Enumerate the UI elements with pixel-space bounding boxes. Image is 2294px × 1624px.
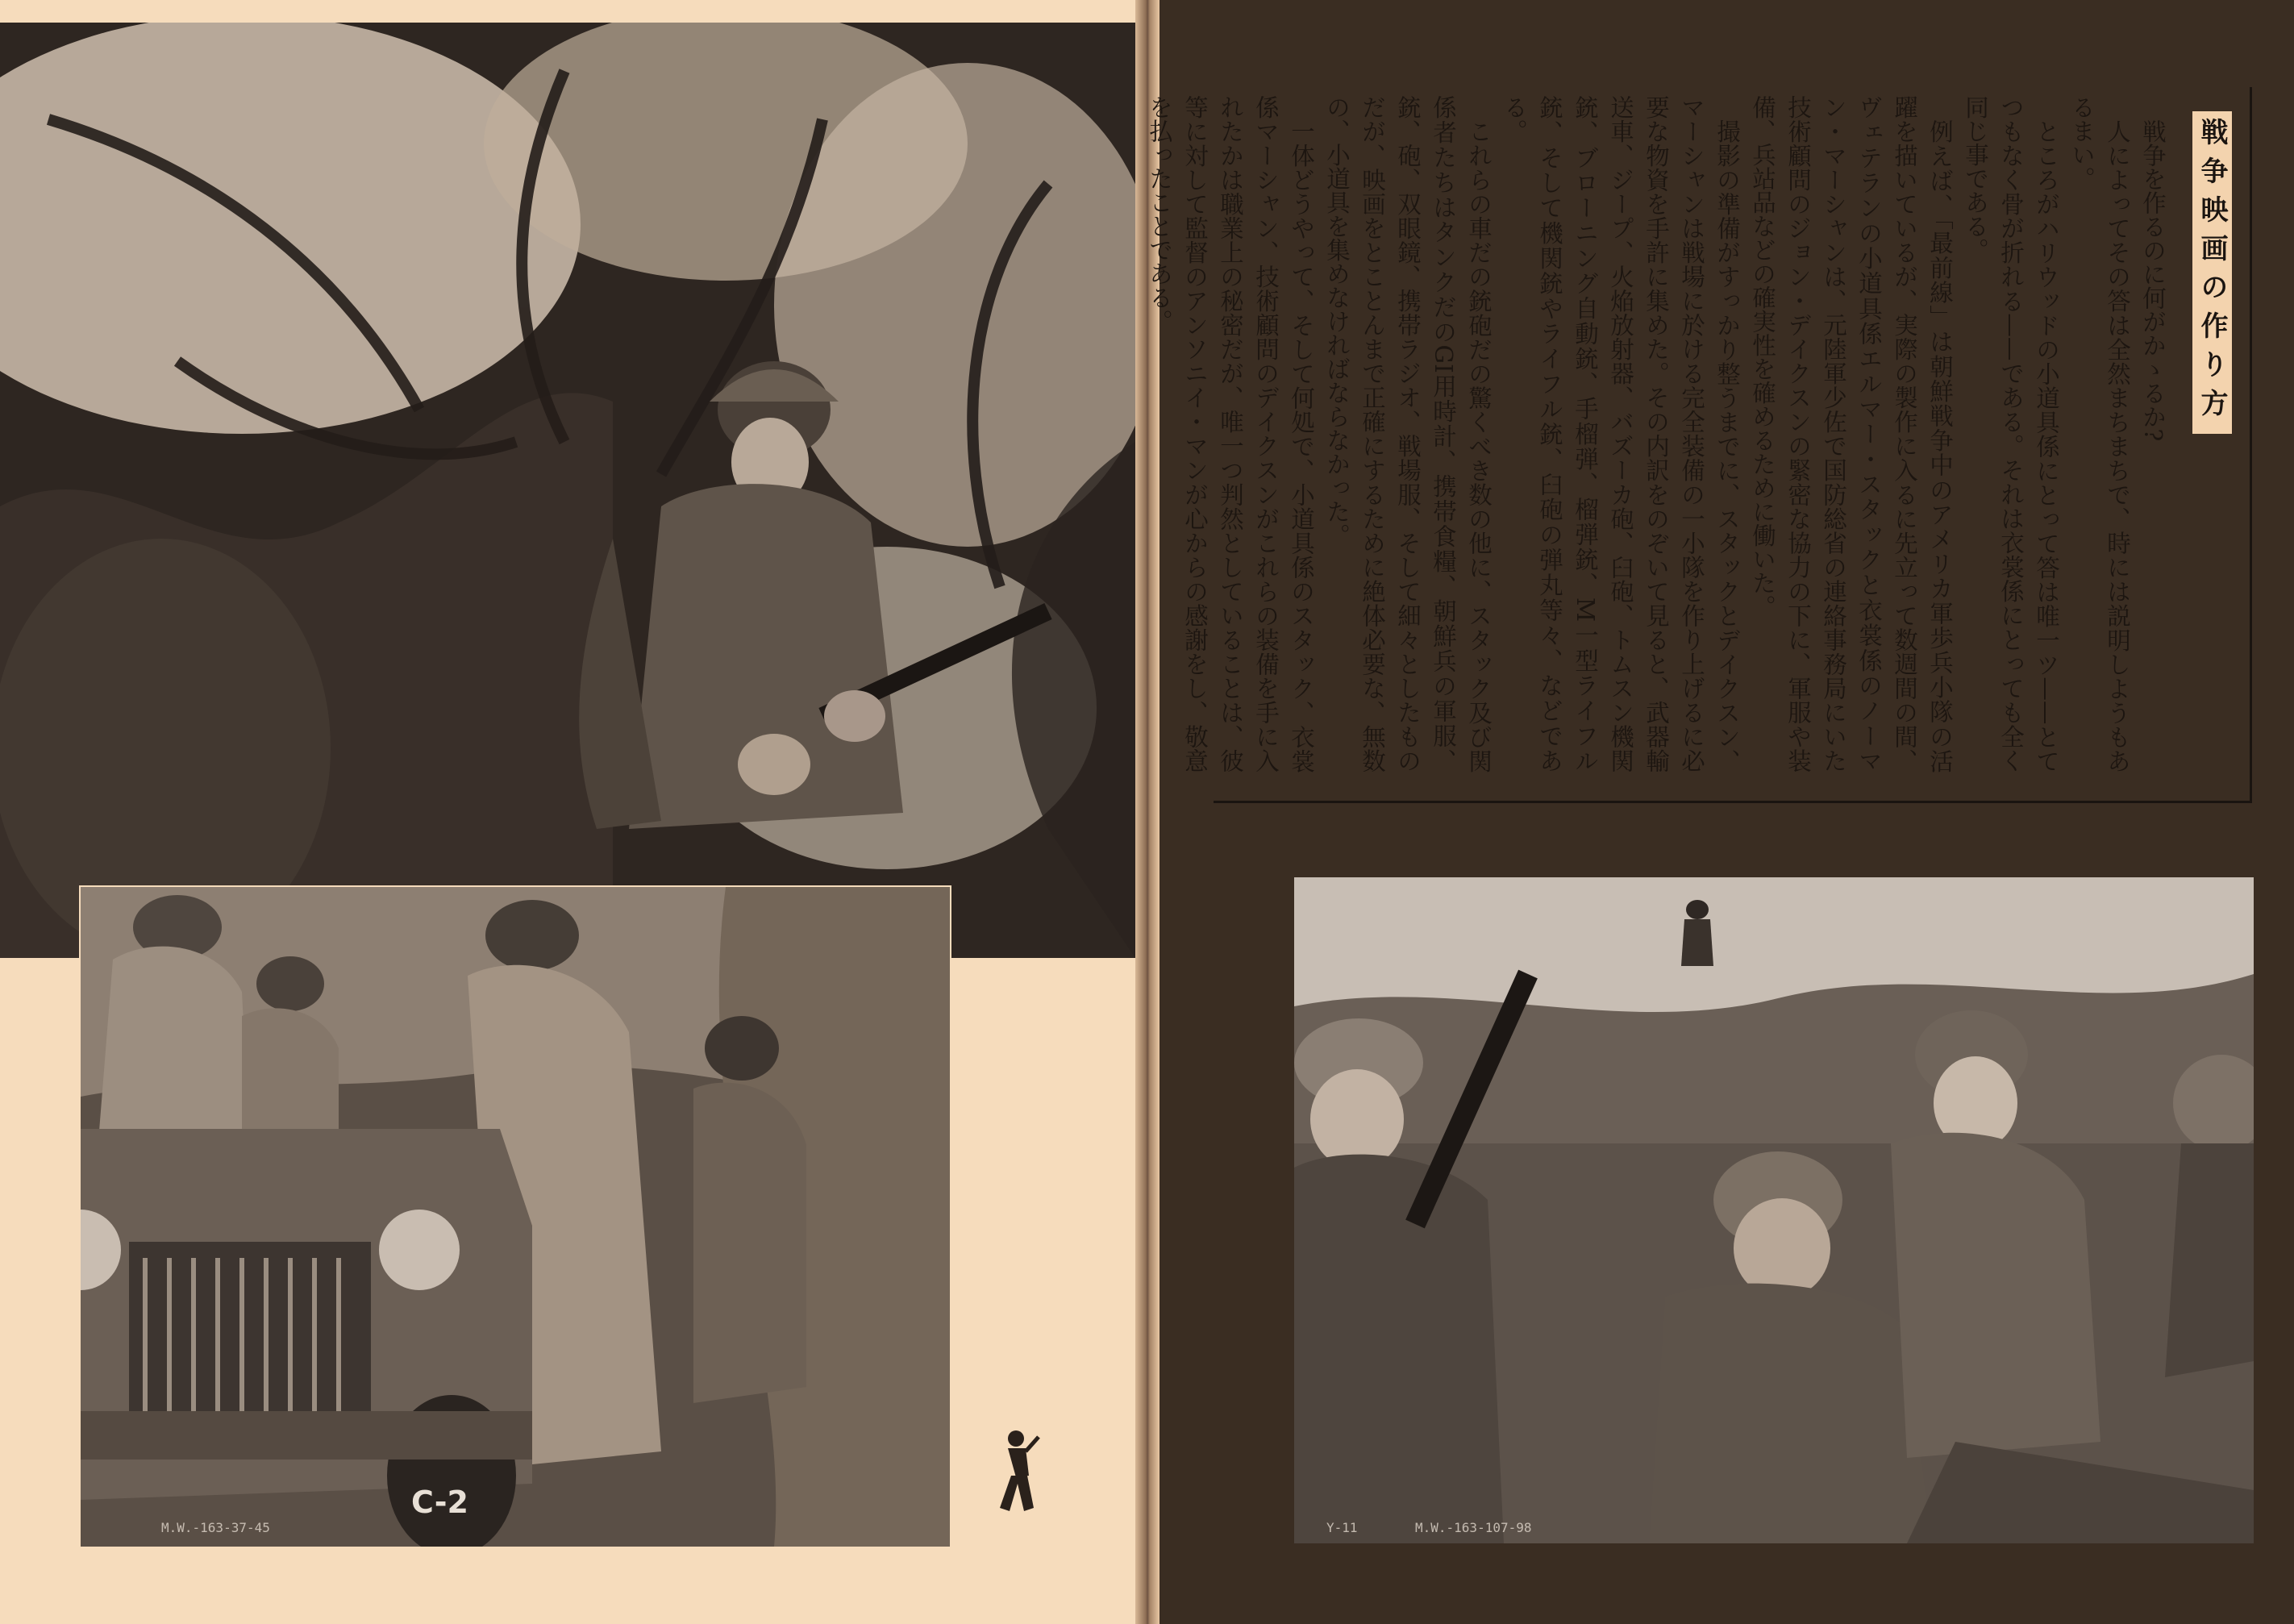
left-page xyxy=(0,0,1140,1624)
article-paragraph: 一体どうやって、そして何処で、小道具係のスタック、衣裳係マーシャン、技術顧問のデイクスンがこれらの装備を手に入れたかは職業上の秘密だが、唯一つ判然としていることは、彼等に対して監督のアンソニイ・マンが心からの感謝をし、敬意を払ったことである。 xyxy=(1146,95,1315,772)
running-soldier-emblem xyxy=(992,1427,1040,1516)
jeep-plate-text: C-2 xyxy=(411,1485,468,1520)
article-body xyxy=(1146,95,2171,773)
article-paragraph: 撮影の準備がすっかり整うまでに、スタックとデイクスン、マーシャンは戦場に於ける完全装備の一小隊を作り上げるに必要な物資を手許に集めた。その内訳をのぞいて見ると、武器輸送車、ジープ、火焔放射器、バズーカ砲、臼砲、トムスン機関銃、ブローニング自動銃、手榴弾、榴弾銃、M一型ライフル銃、そして機関銃やライフル銃、臼砲の弾丸等々、などである。 xyxy=(1501,95,1741,773)
article-paragraph: これらの車だの銃砲だの驚くべき数の他に、スタック及び関係者たちはタンクだのGI用時計、携帯食糧、朝鮮兵の軍服、銃、砲、双眼鏡、携帯ラジオ、戦場服、そして細々としたものだが、映画をとことんまで正確にするために絶体必要な、無数の、小道具を集めなければならなかった。 xyxy=(1323,95,1493,772)
squad-frame-number: Y-11 xyxy=(1326,1520,1358,1535)
soldier-icon xyxy=(992,1427,1040,1516)
squad-resting-image xyxy=(1294,877,2254,1543)
article-paragraph: 人によってその答は全然まちまちで、時には説明しようもあるまい。 xyxy=(2068,95,2131,772)
soldier-forest-image xyxy=(0,23,1135,958)
squad-stamp-text: M.W.-163-107-98 xyxy=(1415,1520,1532,1535)
jeep-stamp-text: M.W.-163-37-45 xyxy=(161,1520,270,1535)
soldier-forest-photo xyxy=(0,23,1135,958)
article-paragraph: 戦争を作るのに何がかゝるか? xyxy=(2139,119,2167,441)
jeep-soldiers-photo xyxy=(79,885,951,1548)
jeep-soldiers-image xyxy=(81,887,950,1547)
article-paragraph: 例えば、「最前線」は朝鮮戦争中のアメリカ軍歩兵小隊の活躍を描いているが、実際の製作に入るに先立って数週間の間、ヴェテランの小道具係エルマー・スタックと衣裳係のノーマン・マーシャンは、元陸軍少佐で国防総省の連絡事務局にいた技術顧問のジョン・デイクスンの緊密な協力の下に、軍服や装備、兵站品などの確実性を確めるために働いた。 xyxy=(1749,95,1954,773)
article-paragraph: ところがハリウッドの小道具係にとって答は唯一ツ——とてつもなく骨が折れる——である。それは衣裳係にとっても全く同じ事である。 xyxy=(1962,95,2060,772)
squad-resting-photo xyxy=(1294,877,2254,1543)
column-header: 戦争映画の作り方 xyxy=(2192,111,2232,434)
article-frame xyxy=(1146,87,2252,803)
